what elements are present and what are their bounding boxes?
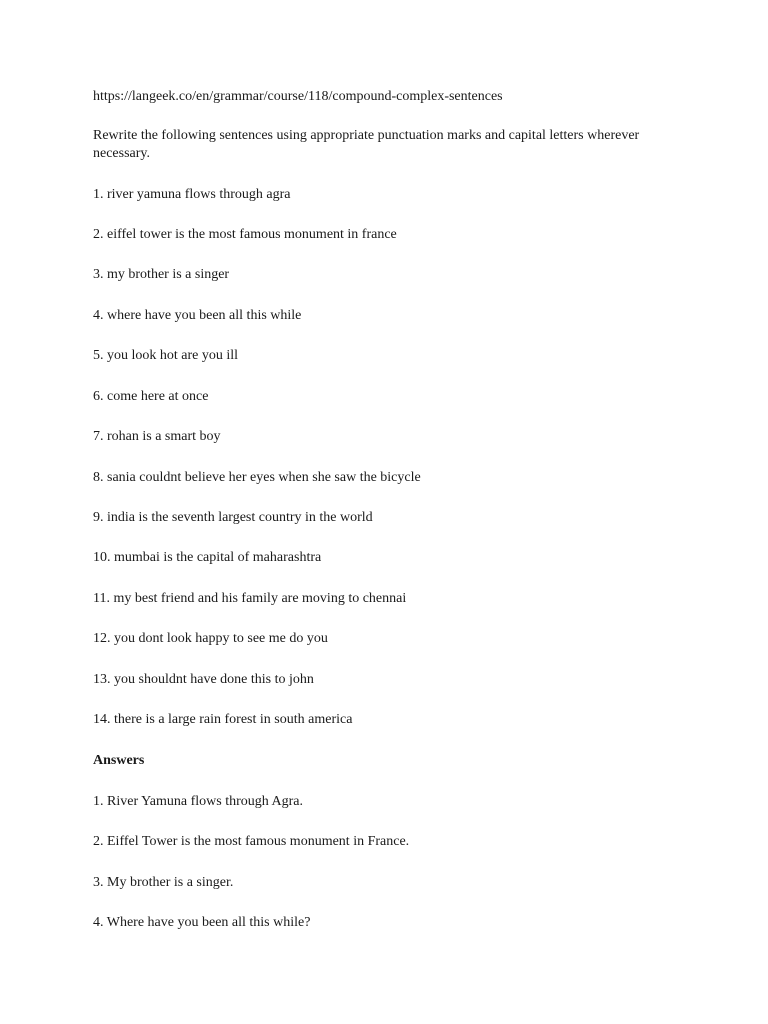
question-item: 2. eiffel tower is the most famous monument in france (93, 227, 397, 242)
question-item: 6. come here at once (93, 389, 209, 404)
question-item: 14. there is a large rain forest in south america (93, 712, 353, 727)
question-item: 3. my brother is a singer (93, 267, 230, 282)
instructions: Rewrite the following sentences using appropriate punctuation marks and capital letters wherever necessary. (93, 128, 640, 161)
question-item: 4. where have you been all this while (93, 308, 302, 323)
question-item: 5. you look hot are you ill (93, 348, 239, 363)
question-item: 10. mumbai is the capital of maharashtra (93, 550, 322, 565)
question-item: 11. my best friend and his family are moving to chennai (93, 591, 407, 606)
answers-heading: Answers (93, 753, 145, 768)
question-item: 9. india is the seventh largest country in the world (93, 510, 373, 525)
answer-item: 1. River Yamuna flows through Agra. (93, 794, 303, 809)
question-item: 7. rohan is a smart boy (93, 429, 221, 444)
question-item: 12. you dont look happy to see me do you (93, 631, 328, 646)
answer-item: 3. My brother is a singer. (93, 875, 234, 890)
question-item: 1. river yamuna flows through agra (93, 187, 291, 202)
question-item: 8. sania couldnt believe her eyes when she saw the bicycle (93, 470, 421, 485)
question-item: 13. you shouldnt have done this to john (93, 672, 314, 687)
answer-item: 2. Eiffel Tower is the most famous monument in France. (93, 834, 410, 849)
source-url: https://langeek.co/en/grammar/course/118/compound-complex-sentences (93, 89, 503, 104)
answer-item: 4. Where have you been all this while? (93, 915, 311, 930)
